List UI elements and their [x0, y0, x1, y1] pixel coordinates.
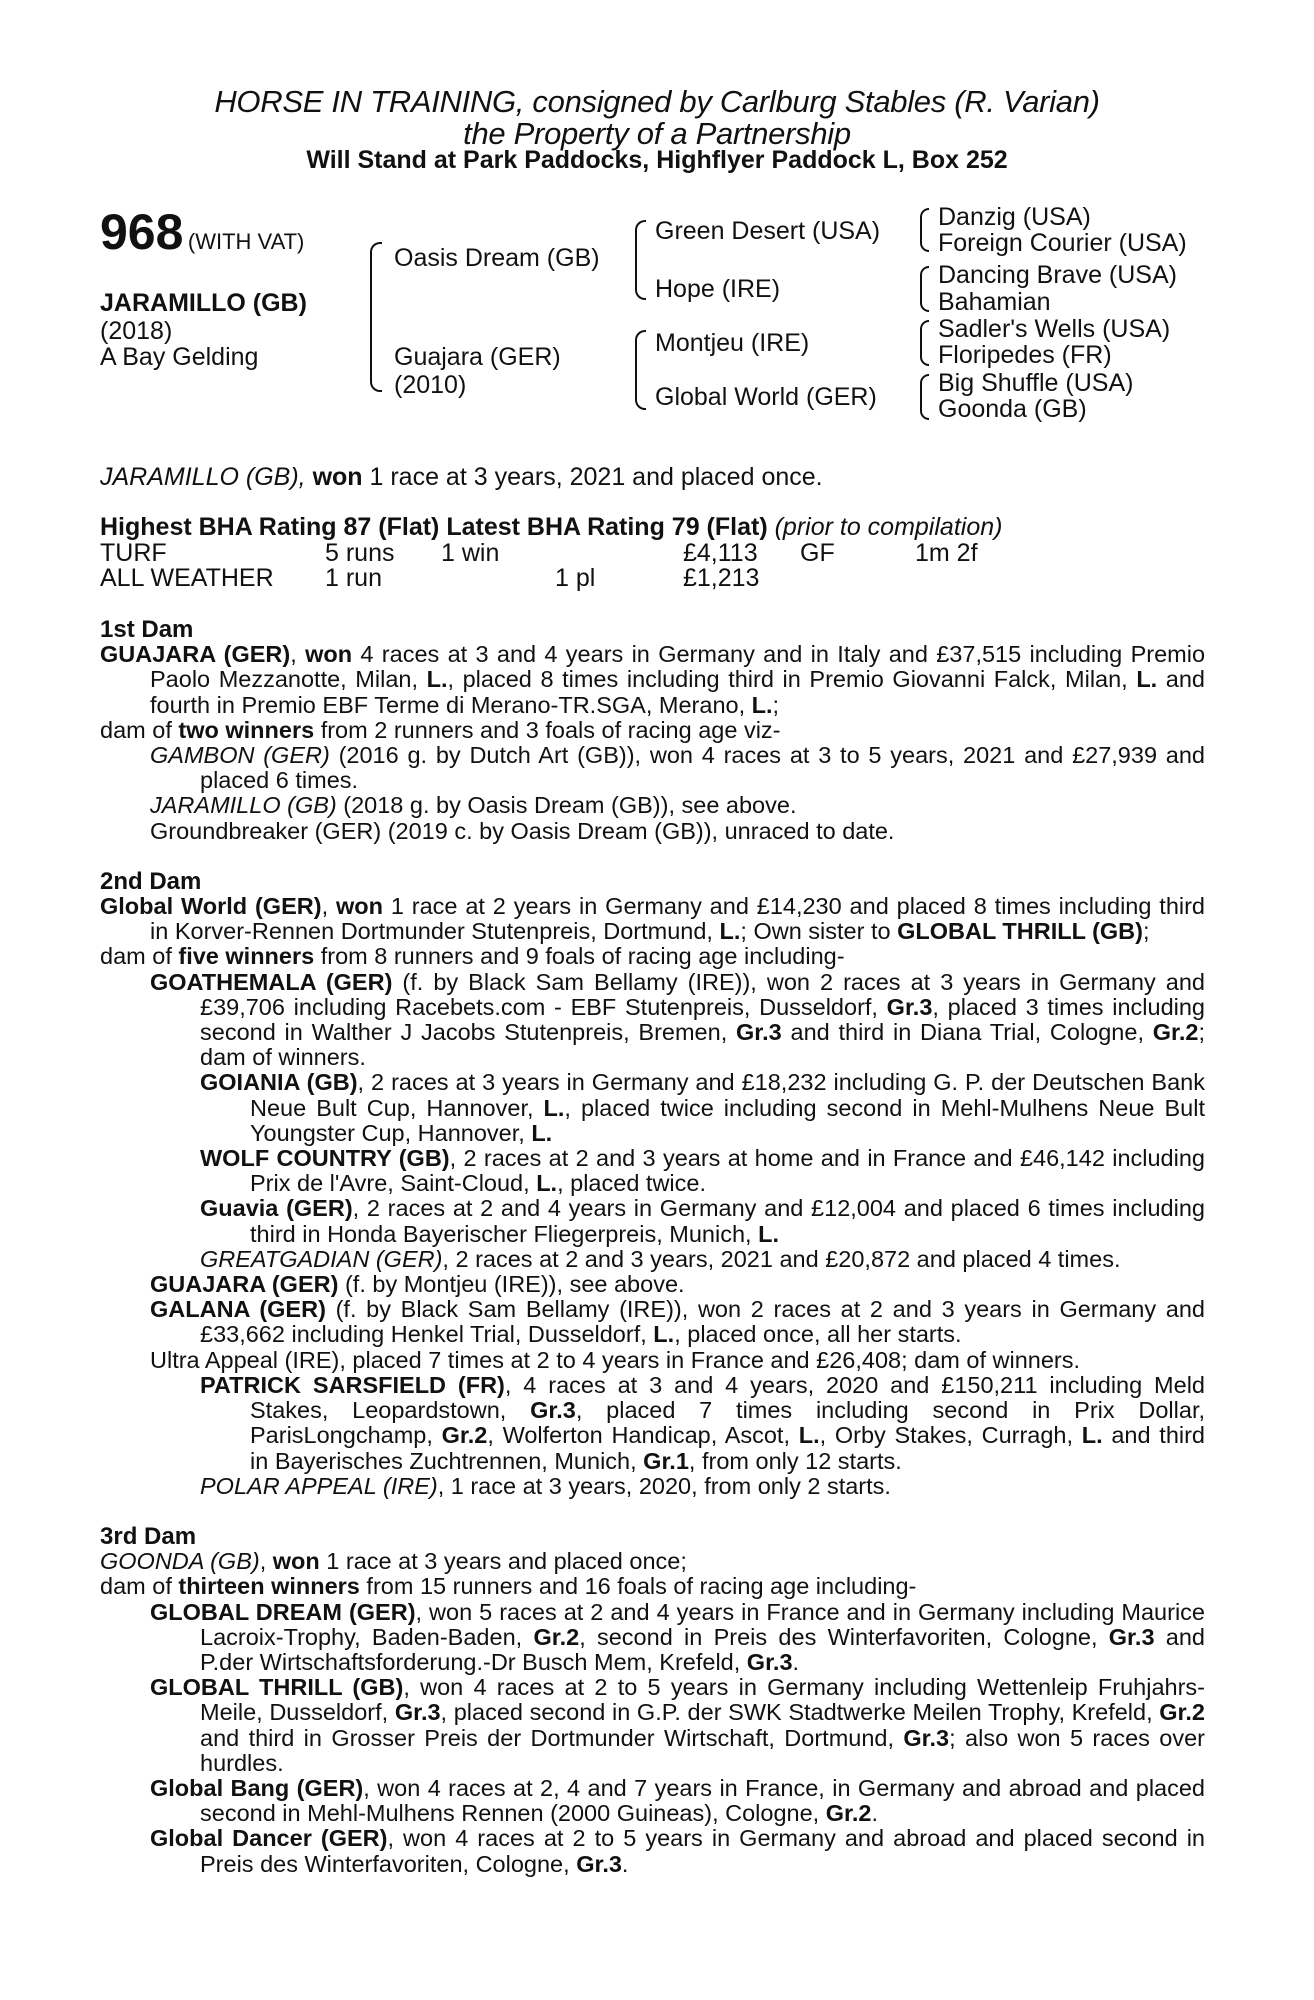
record-surface: ALL WEATHER — [100, 564, 274, 592]
produce-item: Global Bang (GER), won 4 races at 2, 4 and 7 years in France, in Germany and abroad and placed second in Mehl-Mulhens Rennen (2000 Guineas), Cologne, Gr.2. — [150, 1774, 1206, 1827]
dam-entry: Global World (GER), won 1 race at 2 years in Germany and £14,230 and placed 8 times including third in Korver-Rennen Dortmunder Stutenpreis, Dortmund, L.; Own sister to GLOBAL THRILL (GB); — [100, 893, 1206, 945]
produce-item: Ultra Appeal (IRE), placed 7 times at 2 to 4 years in France and £26,408; dam of winners. — [150, 1346, 1081, 1373]
lot-number: 968 — [100, 204, 184, 260]
dsd: Floripedes (FR) — [938, 341, 1112, 369]
produce-intro: dam of five winners from 8 runners and 9 foals of racing age including- — [100, 943, 845, 970]
produce-item: GAMBON (GER) (2016 g. by Dutch Art (GB)), won 4 races at 3 to 5 years, 2021 and £27,939 and placed 6 times. — [150, 742, 1205, 794]
sire-dam: Hope (IRE) — [655, 275, 781, 303]
record-wins: 1 win — [441, 539, 500, 567]
dam-year: (2010) — [394, 371, 467, 399]
dam-sire: Montjeu (IRE) — [655, 329, 810, 357]
stabling-line: Will Stand at Park Paddocks, Highflyer Paddock L, Box 252 — [306, 146, 1008, 174]
pedigree-brace-3d — [920, 374, 929, 420]
pedigree-brace-3a — [920, 208, 929, 252]
dam-dam: Global World (GER) — [655, 383, 877, 411]
sss: Danzig (USA) — [938, 203, 1091, 231]
pedigree-brace-1 — [370, 242, 382, 392]
record-runs: 5 runs — [325, 539, 395, 567]
property-line: the Property of a Partnership — [463, 116, 851, 151]
record-prize: £1,213 — [683, 564, 760, 592]
produce-item: Global Dancer (GER), won 4 races at 2 to 5 years in Germany and abroad and placed second in Preis des Winterfavoriten, Cologne, Gr.3. — [150, 1825, 1205, 1877]
consignor-line: HORSE IN TRAINING, consigned by Carlburg Stables (R. Varian) — [214, 84, 1100, 119]
produce-item: GLOBAL THRILL (GB), won 4 races at 2 to 5 years in Germany including Wettenleip Fruhjahrs-Meile, Dusseldorf, Gr.3, placed second in G.P. der SWK Stadtwerke Meilen Trophy, Krefeld, Gr.2 and third in Grosser Preis der Dortmunder Wirtschaft, Dortmund, Gr.3; also won 5 races over hurdles. — [150, 1674, 1205, 1776]
produce-item: Groundbreaker (GER) (2019 c. by Oasis Dream (GB)), unraced to date. — [150, 817, 895, 844]
dds: Big Shuffle (USA) — [938, 369, 1134, 397]
record-runs: 1 run — [325, 564, 382, 592]
produce-item: JARAMILLO (GB) (2018 g. by Oasis Dream (GB)), see above. — [150, 792, 797, 819]
produce-item: PATRICK SARSFIELD (FR), 4 races at 3 and 4 years, 2020 and £150,211 including Meld Stakes, Leopardstown, Gr.3, placed 7 times including second in Prix Dollar, ParisLongchamp, Gr.2, Wolferton Handicap, Ascot, L., Orby Stakes, Curragh, L. and third in Bayerisches Zuchtrennen, Munich, Gr.1, from only 12 starts. — [200, 1371, 1206, 1474]
sds: Dancing Brave (USA) — [938, 261, 1177, 289]
dam: Guajara (GER) — [394, 343, 561, 371]
produce-item: GUAJARA (GER) (f. by Montjeu (IRE)), see above. — [150, 1271, 685, 1298]
produce-item: WOLF COUNTRY (GB), 2 races at 2 and 3 years at home and in France and £46,142 including Prix de l'Avre, Saint-Cloud, L., placed twice. — [200, 1145, 1205, 1197]
produce-item: GALANA (GER) (f. by Black Sam Bellamy (IRE)), won 2 races at 2 and 3 years in Germany and £33,662 including Henkel Trial, Dusseldorf, L., placed once, all her starts. — [150, 1296, 1205, 1348]
race-summary: JARAMILLO (GB), won 1 race at 3 years, 2021 and placed once. — [100, 463, 823, 491]
horse-description: A Bay Gelding — [100, 343, 259, 371]
summary-won: won — [312, 463, 363, 491]
record-places: 1 pl — [555, 564, 596, 592]
produce-item: GOATHEMALA (GER) (f. by Black Sam Bellamy (IRE)), won 2 races at 3 years in Germany and £39,706 including Racebets.com - EBF Stutenpreis, Dusseldorf, Gr.3, placed 3 times including second in Walther J Jacobs Stutenpreis, Bremen, Gr.3 and third in Diana Trial, Cologne, Gr.2; dam of winners. — [150, 968, 1206, 1071]
pedigree-brace-2b — [635, 330, 646, 410]
lot-number-block — [100, 204, 305, 260]
horse-name: JARAMILLO (GB) — [100, 289, 307, 317]
summary-name: JARAMILLO (GB) — [100, 463, 299, 491]
section-heading: 3rd Dam — [100, 1522, 197, 1550]
produce-intro: dam of thirteen winners from 15 runners and 16 foals of racing age including- — [100, 1573, 917, 1600]
record-surface: TURF — [100, 539, 167, 567]
produce-item: GOIANIA (GB), 2 races at 3 years in Germany and £18,232 including G. P. der Deutschen Bank Neue Bult Cup, Hannover, L., placed twice including second in Mehl-Mulhens Neue Bult Youngster Cup, Hannover, L. — [200, 1069, 1205, 1146]
produce-item: GREATGADIAN (GER), 2 races at 2 and 3 years, 2021 and £20,872 and placed 4 times. — [200, 1245, 1121, 1272]
dam-entry: GUAJARA (GER), won 4 races at 3 and 4 years in Germany and in Italy and £37,515 including Premio Paolo Mezzanotte, Milan, L., placed 8 times including third in Premio Giovanni Falck, Milan, L. and fourth in Premio EBF Terme di Merano-TR.SGA, Merano, L.; — [100, 641, 1206, 718]
ssd: Foreign Courier (USA) — [938, 229, 1187, 257]
summary-rest: 1 race at 3 years, 2021 and placed once. — [362, 463, 823, 491]
bha-rating — [100, 514, 1002, 540]
ddd: Goonda (GB) — [938, 395, 1087, 423]
record-going: GF — [800, 539, 835, 567]
dam-entry: GOONDA (GB), won 1 race at 3 years and placed once; — [100, 1548, 687, 1575]
pedigree-brace-2a — [635, 220, 646, 300]
dam-sections — [100, 617, 1205, 1877]
produce-item: GLOBAL DREAM (GER), won 5 races at 2 and 4 years in France and in Germany including Maurice Lacroix-Trophy, Baden-Baden, Gr.2, second in Preis des Winterfavoriten, Cologne, Gr.3 and P.der Wirtschaftsforderung.-Dr Busch Mem, Krefeld, Gr.3. — [150, 1598, 1206, 1675]
rating-text: Highest BHA Rating 87 (Flat) Latest BHA Rating 79 (Flat) — [100, 513, 768, 541]
dss: Sadler's Wells (USA) — [938, 315, 1171, 343]
section-heading: 2nd Dam — [100, 867, 202, 895]
sire: Oasis Dream (GB) — [394, 244, 600, 272]
rating-note: (prior to compilation) — [774, 513, 1003, 541]
produce-item: Guavia (GER), 2 races at 2 and 4 years in Germany and £12,004 and placed 6 times including third in Honda Bayerischer Fliegerpreis, Munich, L. — [200, 1195, 1205, 1247]
sire-sire: Green Desert (USA) — [655, 217, 881, 245]
vat-label: (WITH VAT) — [187, 229, 305, 254]
record-distance: 1m 2f — [915, 539, 978, 567]
produce-intro: dam of two winners from 2 runners and 3 foals of racing age viz- — [100, 716, 781, 743]
pedigree-brace-3c — [920, 320, 929, 366]
produce-item: POLAR APPEAL (IRE), 1 race at 3 years, 2020, from only 2 starts. — [200, 1472, 891, 1499]
record-prize: £4,113 — [683, 539, 758, 567]
section-heading: 1st Dam — [100, 616, 194, 643]
pedigree-brace-3b — [920, 266, 929, 312]
horse-year: (2018) — [100, 317, 173, 345]
sdd: Bahamian — [938, 288, 1051, 316]
